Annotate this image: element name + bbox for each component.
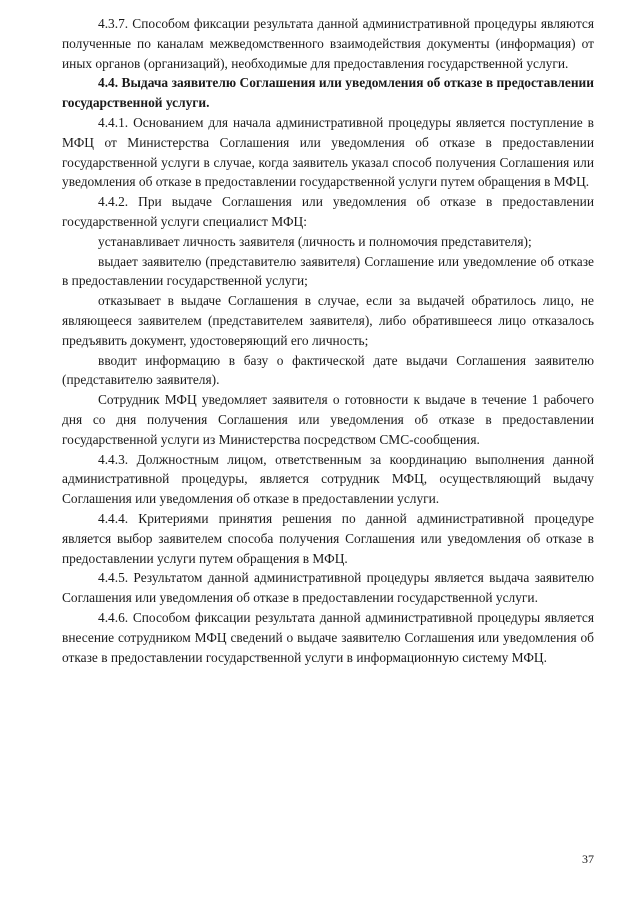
paragraph-4-4-5: 4.4.5. Результатом данной административной процедуры является выдача заявителю Соглашения или уведомления об отказе в предоставлении государственной услуги. <box>62 570 594 606</box>
paragraph-4-4-6: 4.4.6. Способом фиксации результата данной административной процедуры является внесение сотрудником МФЦ сведений о выдаче заявителю Соглашения или уведомления об отказе в предоставлении государственной услуги в информационную систему МФЦ. <box>62 609 594 665</box>
section-heading-4-4: 4.4. Выдача заявителю Соглашения или уведомления об отказе в предоставлении государственной услуги. <box>62 75 594 111</box>
paragraph-4-4-4: 4.4.4. Критериями принятия решения по данной административной процедуре является выбор заявителем способа получения Соглашения или уведомления об отказе в предоставлении услуги путем обращения в МФЦ. <box>62 510 594 566</box>
paragraph-4-4-1: 4.4.1. Основанием для начала административной процедуры является поступление в МФЦ от Министерства Соглашения или уведомления об отказе в предоставлении государственной услуги в случае, когда заявитель указал способ получения Соглашения или уведомления об отказе в предоставлении государственной услуги путем обращения в МФЦ. <box>62 114 594 190</box>
list-item-issue: выдает заявителю (представителю заявителя) Соглашение или уведомление об отказе в предоставлении государственной услуги; <box>62 253 594 289</box>
list-item-refuse: отказывает в выдаче Соглашения в случае, если за выдачей обратилось лицо, не являющееся заявителем (представителем заявителя), либо обратившееся лицо отказалось предъявить документ, удостоверяющий его личность; <box>62 293 594 348</box>
document-body <box>62 14 594 667</box>
paragraph-notification: Сотрудник МФЦ уведомляет заявителя о готовности к выдаче в течение 1 рабочего дня со дня получения Соглашения или уведомления об отказе в предоставлении государственной услуги из Министерства посредством СМС-сообщения. <box>62 392 594 447</box>
page-number: 37 <box>582 852 594 866</box>
list-item-identity: устанавливает личность заявителя (личность и полномочия представителя); <box>98 233 532 249</box>
paragraph-4-4-3: 4.4.3. Должностным лицом, ответственным за координацию выполнения данной административной процедуры, является сотрудник МФЦ, осуществляющий выдачу Соглашения или уведомления об отказе в предоставлении услуги. <box>62 451 594 507</box>
paragraph-4-4-2: 4.4.2. При выдаче Соглашения или уведомления об отказе в предоставлении государственной услуги специалист МФЦ: <box>62 194 594 229</box>
list-item-record-date: вводит информацию в базу о фактической дате выдачи Соглашения заявителю (представителю заявителя). <box>62 352 594 388</box>
paragraph-4-3-7: 4.3.7. Способом фиксации результата данной административной процедуры являются полученные по каналам межведомственного взаимодействия документы (информация) от иных органов (организаций), необходимые для предоставления государственной услуги. <box>62 16 594 71</box>
